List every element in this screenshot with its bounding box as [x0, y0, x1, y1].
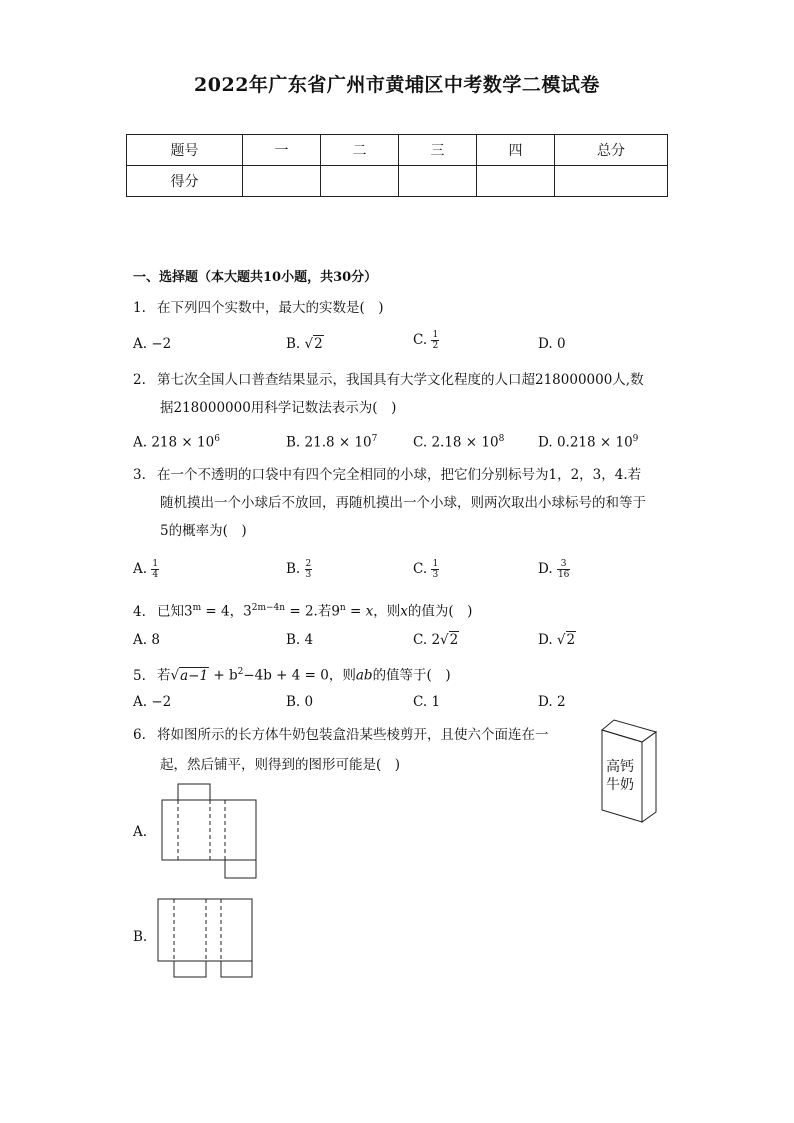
q5-option-c[interactable]: [413, 694, 440, 710]
section-heading: 一、选择题（本大题共10小题，共30分）: [133, 270, 378, 285]
option-label: B.: [286, 336, 301, 352]
option-label: C.: [413, 632, 428, 648]
option-label: C.: [413, 561, 428, 577]
q3-option-c[interactable]: [413, 559, 439, 580]
box-top-face: [602, 720, 656, 742]
option-label: C.: [413, 694, 428, 710]
question-1: [133, 298, 384, 318]
q1-option-a[interactable]: [133, 336, 171, 352]
question-number: 5.: [133, 667, 146, 684]
question-number: 6.: [133, 727, 146, 743]
option-label: A.: [133, 694, 148, 710]
option-value: −2: [151, 694, 172, 710]
question-6: [133, 725, 583, 775]
q3-option-b[interactable]: [286, 559, 312, 580]
radicand: 2: [566, 632, 576, 648]
question-number: 2.: [133, 372, 146, 388]
table-cell: 一: [243, 135, 321, 166]
net-bottom-flap: [174, 961, 206, 977]
table-cell: 三: [399, 135, 477, 166]
q5-option-a[interactable]: [133, 694, 171, 710]
q4-option-d[interactable]: D. √2: [538, 632, 576, 648]
question-text: 将如图所示的长方体牛奶包装盒沿某些棱剪开，且使六个面连在一: [157, 727, 549, 743]
option-label: D.: [538, 561, 553, 577]
net-main-rect: [162, 800, 256, 860]
q5-option-d[interactable]: [538, 694, 566, 710]
question-4: [133, 598, 472, 622]
q2-option-d[interactable]: [538, 434, 638, 451]
question-text: 若: [157, 667, 171, 684]
question-text: 第七次全国人口普查结果显示，我国具有大学文化程度的人口超218000000人,数: [157, 372, 644, 388]
option-label: B.: [286, 561, 301, 577]
score-input-cell[interactable]: [243, 166, 321, 197]
exponent: n: [339, 603, 346, 613]
fraction: $\frac{2}{3}$: [305, 559, 312, 580]
variable: x: [400, 603, 408, 620]
fraction: $\frac{1}{2}$: [432, 330, 439, 351]
exponent: 8: [498, 434, 505, 444]
q4-option-a[interactable]: [133, 632, 160, 648]
option-value: −2: [151, 336, 172, 352]
table-cell: 题号: [127, 135, 243, 166]
option-label: A.: [133, 434, 148, 451]
table-cell: 四: [477, 135, 555, 166]
option-label: B.: [286, 694, 301, 710]
table-row: [127, 166, 668, 197]
option-label: B.: [286, 434, 301, 451]
q6-option-a-label[interactable]: A.: [133, 824, 148, 840]
option-label: C.: [413, 434, 428, 451]
question-text: + b: [209, 667, 238, 684]
score-table: [126, 134, 668, 197]
table-cell: 总分: [555, 135, 668, 166]
option-label: D.: [538, 434, 553, 451]
q3-option-a[interactable]: [133, 559, 159, 580]
question-2: [133, 370, 673, 418]
q1-option-b[interactable]: [286, 336, 324, 352]
score-input-cell[interactable]: [399, 166, 477, 197]
box-label-line: 高钙: [606, 759, 634, 775]
option-value: 0.218 × 10: [556, 434, 633, 451]
q1-option-d[interactable]: [538, 336, 566, 352]
table-row: [127, 135, 668, 166]
option-label: D.: [538, 632, 553, 648]
q6-option-b-label[interactable]: B.: [133, 929, 148, 945]
option-value: 218 × 10: [151, 434, 215, 451]
q6-option-b-net[interactable]: [156, 897, 256, 981]
q2-option-a[interactable]: [133, 434, 220, 451]
option-label: C.: [413, 332, 428, 348]
option-value: 2: [314, 336, 323, 352]
q4-option-c[interactable]: C. 2√2: [413, 632, 459, 648]
sqrt-sign: √: [304, 336, 314, 352]
exponent: 9: [632, 434, 639, 444]
fraction: $\frac{1}{3}$: [432, 559, 439, 580]
question-number: 4.: [133, 603, 146, 620]
net-main-rect: [158, 899, 252, 961]
question-text: 据218000000用科学记数法表示为( ): [160, 400, 397, 416]
question-text: −4b + 4 = 0，则: [243, 667, 356, 684]
option-label: A.: [133, 336, 148, 352]
question-text: 的值为( ): [407, 603, 473, 620]
question-text: 起，然后铺平，则得到的图形可能是( ): [160, 757, 401, 773]
option-value: 2.18 × 10: [431, 434, 499, 451]
exponent: 7: [371, 434, 378, 444]
exponent: m: [192, 603, 202, 613]
question-text: 在下列四个实数中，最大的实数是( ): [157, 300, 384, 316]
question-number: 1.: [133, 300, 146, 316]
option-value: 8: [151, 632, 160, 648]
net-bottom-flap: [225, 860, 256, 878]
question-5: 5. 若$√a-1 + b^2-4b + 4 = 0$，则ab的值等于( ): [133, 667, 451, 684]
option-label: B.: [286, 632, 301, 648]
option-value: 4: [304, 632, 314, 648]
question-text: 已知3: [157, 603, 193, 620]
exponent: 2m−4n: [251, 603, 286, 613]
q5-option-b[interactable]: [286, 694, 313, 710]
question-3: [133, 465, 673, 541]
score-input-cell[interactable]: [321, 166, 399, 197]
option-value: 1: [431, 694, 441, 710]
option-label: D.: [538, 336, 553, 352]
question-text: =: [345, 603, 366, 620]
variable: x: [365, 603, 374, 620]
question-text: = 2.若9: [285, 603, 340, 620]
question-text: = 4，3: [201, 603, 252, 620]
option-label: A.: [133, 561, 148, 577]
score-input-cell[interactable]: [555, 166, 668, 197]
q6-option-a-net[interactable]: [160, 782, 262, 882]
variable: ab: [355, 667, 373, 684]
table-cell: 二: [321, 135, 399, 166]
question-text: 的值等于( ): [372, 667, 451, 684]
exponent: 2: [237, 667, 244, 677]
q3-option-d[interactable]: [538, 559, 570, 580]
exponent: 6: [214, 434, 220, 444]
option-value: 0: [304, 694, 314, 710]
fraction: $\frac{3}{16}$: [557, 559, 570, 580]
q1-option-c[interactable]: [413, 330, 439, 351]
option-value: 21.8 × 10: [304, 434, 372, 451]
fraction: $\frac{1}{4}$: [152, 559, 159, 580]
question-text: 5的概率为( ): [160, 523, 247, 539]
option-label: A.: [133, 632, 148, 648]
page-title: 2022年广东省广州市黄埔区中考数学二模试卷: [194, 74, 600, 96]
score-input-cell[interactable]: [477, 166, 555, 197]
option-label: D.: [538, 694, 553, 710]
radicand: a−1: [180, 667, 209, 684]
question-text: 在一个不透明的口袋中有四个完全相同的小球，把它们分别标号为1，2，3，4.若: [157, 467, 642, 483]
radicand: 2: [449, 632, 459, 648]
net-top-flap: [178, 784, 210, 800]
box-label-line: 牛奶: [606, 777, 634, 793]
question-text: 随机摸出一个小球后不放回，再随机摸出一个小球，则两次取出小球标号的和等于: [160, 495, 646, 511]
net-bottom-flap: [221, 961, 252, 977]
q2-option-b[interactable]: [286, 434, 377, 451]
box-label: [606, 758, 634, 794]
q2-option-c[interactable]: [413, 434, 504, 451]
question-text: ，则: [373, 603, 401, 620]
q4-option-b[interactable]: [286, 632, 313, 648]
option-value: 2: [556, 694, 566, 710]
box-side-face: [642, 732, 656, 822]
question-number: 3.: [133, 467, 146, 483]
option-value: 0: [556, 336, 566, 352]
option-value: 2: [431, 632, 441, 648]
table-cell: 得分: [127, 166, 243, 197]
